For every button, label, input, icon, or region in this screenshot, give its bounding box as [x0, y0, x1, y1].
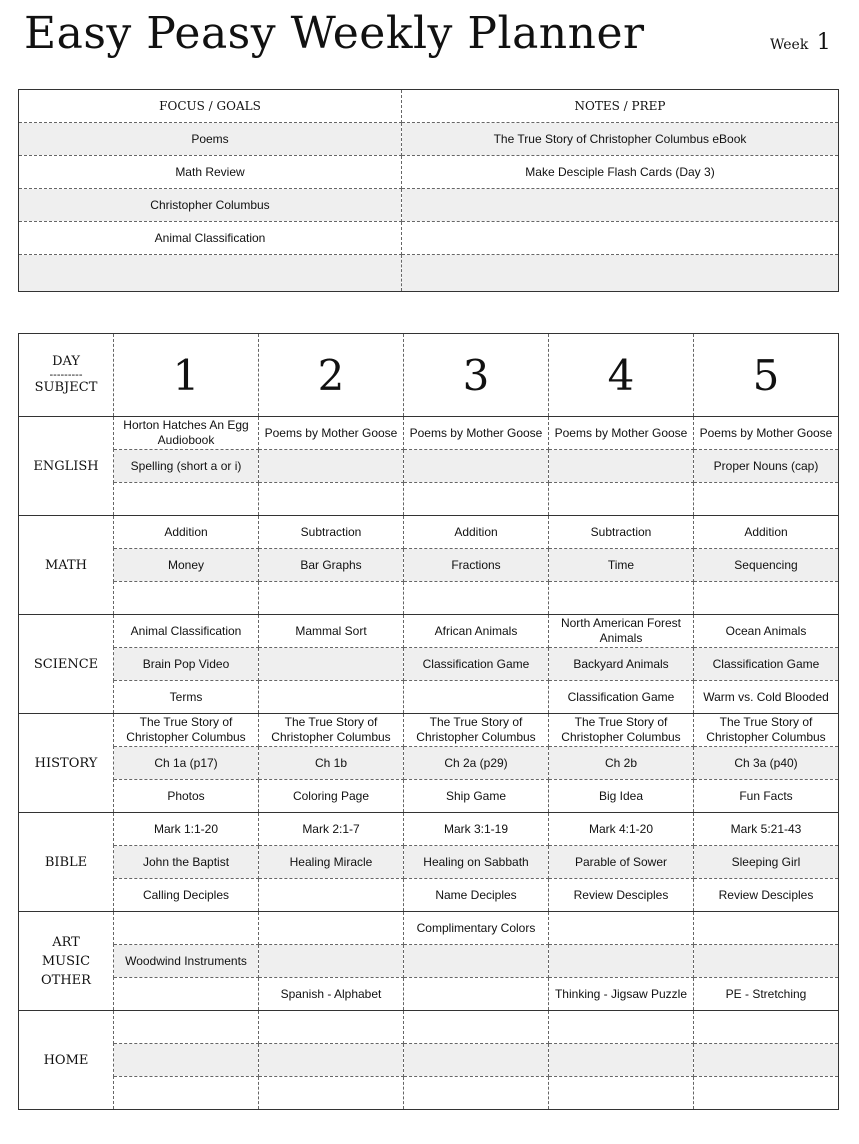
- science-day-1-cell: Brain Pop Video: [114, 648, 259, 681]
- day-2-header: 2: [259, 334, 404, 417]
- science-day-4-cell: Backyard Animals: [549, 648, 694, 681]
- history-row: [19, 714, 839, 747]
- science-day-1-cell: Animal Classification: [114, 615, 259, 648]
- math-day-5-cell: Sequencing: [694, 549, 839, 582]
- notes-prep-cell: The True Story of Christopher Columbus eBook: [402, 123, 839, 156]
- history-day-2-cell: Ch 1b: [259, 747, 404, 780]
- science-day-3-cell: African Animals: [404, 615, 549, 648]
- bible-day-1-cell: Mark 1:1-20: [114, 813, 259, 846]
- science-day-5-cell: Ocean Animals: [694, 615, 839, 648]
- week-indicator: [770, 30, 831, 55]
- home-day-4-cell: [549, 1077, 694, 1110]
- english-row: [19, 450, 839, 483]
- english-day-4-cell: [549, 483, 694, 516]
- divider-dashes: ---------: [49, 369, 83, 381]
- math-day-3-cell: Fractions: [404, 549, 549, 582]
- week-number: 1: [816, 30, 831, 55]
- art-music-other-day-3-cell: [404, 945, 549, 978]
- goals-row: [19, 189, 839, 222]
- art-music-other-day-1-cell: [114, 978, 259, 1011]
- day-1-header: 1: [114, 334, 259, 417]
- art-music-other-day-5-cell: PE - Stretching: [694, 978, 839, 1011]
- english-day-4-cell: [549, 450, 694, 483]
- day-5-header: 5: [694, 334, 839, 417]
- english-day-1-cell: Horton Hatches An Egg Audiobook: [114, 417, 259, 450]
- math-day-4-cell: Subtraction: [549, 516, 694, 549]
- history-day-2-cell: Coloring Page: [259, 780, 404, 813]
- bible-row: [19, 846, 839, 879]
- math-day-2-cell: Subtraction: [259, 516, 404, 549]
- math-day-2-cell: [259, 582, 404, 615]
- bible-day-3-cell: Name Deciples: [404, 879, 549, 912]
- history-row: [19, 780, 839, 813]
- math-row: [19, 582, 839, 615]
- science-day-5-cell: Warm vs. Cold Blooded: [694, 681, 839, 714]
- goals-table: [18, 89, 839, 292]
- day-subject-header: [19, 334, 114, 417]
- art-music-other-day-2-cell: [259, 912, 404, 945]
- history-day-1-cell: Photos: [114, 780, 259, 813]
- subject-art-music-other: [19, 912, 114, 1011]
- subject-math: MATH: [19, 516, 114, 615]
- math-day-3-cell: Addition: [404, 516, 549, 549]
- english-day-2-cell: [259, 483, 404, 516]
- art-music-other-row: [19, 978, 839, 1011]
- science-day-3-cell: Classification Game: [404, 648, 549, 681]
- art-music-other-day-2-cell: Spanish - Alphabet: [259, 978, 404, 1011]
- science-row: [19, 681, 839, 714]
- home-day-2-cell: [259, 1077, 404, 1110]
- home-day-1-cell: [114, 1077, 259, 1110]
- home-row: [19, 1044, 839, 1077]
- home-day-5-cell: [694, 1077, 839, 1110]
- home-day-5-cell: [694, 1044, 839, 1077]
- home-day-3-cell: [404, 1044, 549, 1077]
- bible-day-3-cell: Mark 3:1-19: [404, 813, 549, 846]
- english-day-5-cell: [694, 483, 839, 516]
- history-day-5-cell: The True Story of Christopher Columbus: [694, 714, 839, 747]
- notes-prep-cell: [402, 189, 839, 222]
- page-title: Easy Peasy Weekly Planner: [24, 8, 645, 59]
- english-day-1-cell: Spelling (short a or i): [114, 450, 259, 483]
- history-day-4-cell: Big Idea: [549, 780, 694, 813]
- english-day-5-cell: Proper Nouns (cap): [694, 450, 839, 483]
- focus-goal-cell: [19, 255, 402, 292]
- home-day-1-cell: [114, 1044, 259, 1077]
- art-music-other-day-4-cell: [549, 945, 694, 978]
- bible-day-3-cell: Healing on Sabbath: [404, 846, 549, 879]
- math-row: [19, 549, 839, 582]
- math-day-2-cell: Bar Graphs: [259, 549, 404, 582]
- bible-day-2-cell: [259, 879, 404, 912]
- history-row: [19, 747, 839, 780]
- home-day-4-cell: [549, 1011, 694, 1044]
- art-music-other-day-3-cell: Complimentary Colors: [404, 912, 549, 945]
- bible-day-4-cell: Review Desciples: [549, 879, 694, 912]
- bible-day-5-cell: Mark 5:21-43: [694, 813, 839, 846]
- bible-day-4-cell: Mark 4:1-20: [549, 813, 694, 846]
- art-music-other-day-5-cell: [694, 912, 839, 945]
- math-day-1-cell: Addition: [114, 516, 259, 549]
- home-day-5-cell: [694, 1011, 839, 1044]
- science-day-2-cell: [259, 681, 404, 714]
- english-day-5-cell: Poems by Mother Goose: [694, 417, 839, 450]
- science-day-4-cell: North American Forest Animals: [549, 615, 694, 648]
- math-day-4-cell: [549, 582, 694, 615]
- science-day-2-cell: [259, 648, 404, 681]
- subject-name-line: ART: [52, 934, 80, 950]
- week-label: Week: [770, 37, 809, 53]
- home-day-3-cell: [404, 1077, 549, 1110]
- history-day-4-cell: Ch 2b: [549, 747, 694, 780]
- math-row: [19, 516, 839, 549]
- science-row: [19, 648, 839, 681]
- focus-goals-header: FOCUS / GOALS: [19, 90, 402, 123]
- english-day-4-cell: Poems by Mother Goose: [549, 417, 694, 450]
- history-day-5-cell: Fun Facts: [694, 780, 839, 813]
- home-day-4-cell: [549, 1044, 694, 1077]
- english-day-2-cell: [259, 450, 404, 483]
- math-day-1-cell: [114, 582, 259, 615]
- english-row: [19, 417, 839, 450]
- science-row: [19, 615, 839, 648]
- home-day-1-cell: [114, 1011, 259, 1044]
- home-row: [19, 1077, 839, 1110]
- subject-science: SCIENCE: [19, 615, 114, 714]
- goals-row: [19, 123, 839, 156]
- focus-goal-cell: Christopher Columbus: [19, 189, 402, 222]
- home-row: [19, 1011, 839, 1044]
- art-music-other-row: [19, 945, 839, 978]
- focus-goal-cell: Animal Classification: [19, 222, 402, 255]
- english-day-3-cell: Poems by Mother Goose: [404, 417, 549, 450]
- notes-prep-cell: Make Desciple Flash Cards (Day 3): [402, 156, 839, 189]
- math-day-1-cell: Money: [114, 549, 259, 582]
- english-day-3-cell: [404, 450, 549, 483]
- subject-home: HOME: [19, 1011, 114, 1110]
- history-day-3-cell: Ship Game: [404, 780, 549, 813]
- art-music-other-row: [19, 912, 839, 945]
- bible-day-1-cell: John the Baptist: [114, 846, 259, 879]
- art-music-other-day-3-cell: [404, 978, 549, 1011]
- english-day-1-cell: [114, 483, 259, 516]
- home-day-2-cell: [259, 1011, 404, 1044]
- subject-label: SUBJECT: [34, 380, 98, 395]
- art-music-other-day-1-cell: Woodwind Instruments: [114, 945, 259, 978]
- schedule-table: [18, 333, 839, 1110]
- focus-goal-cell: Poems: [19, 123, 402, 156]
- notes-prep-cell: [402, 255, 839, 292]
- bible-day-2-cell: Healing Miracle: [259, 846, 404, 879]
- bible-day-5-cell: Sleeping Girl: [694, 846, 839, 879]
- history-day-5-cell: Ch 3a (p40): [694, 747, 839, 780]
- subject-english: ENGLISH: [19, 417, 114, 516]
- science-day-5-cell: Classification Game: [694, 648, 839, 681]
- math-day-5-cell: [694, 582, 839, 615]
- bible-day-5-cell: Review Desciples: [694, 879, 839, 912]
- art-music-other-day-5-cell: [694, 945, 839, 978]
- goals-row: [19, 156, 839, 189]
- math-day-3-cell: [404, 582, 549, 615]
- bible-row: [19, 879, 839, 912]
- history-day-3-cell: Ch 2a (p29): [404, 747, 549, 780]
- subject-bible: BIBLE: [19, 813, 114, 912]
- english-day-2-cell: Poems by Mother Goose: [259, 417, 404, 450]
- bible-day-1-cell: Calling Deciples: [114, 879, 259, 912]
- art-music-other-day-4-cell: Thinking - Jigsaw Puzzle: [549, 978, 694, 1011]
- history-day-2-cell: The True Story of Christopher Columbus: [259, 714, 404, 747]
- art-music-other-day-1-cell: [114, 912, 259, 945]
- subject-name-line: MUSIC: [41, 953, 91, 969]
- science-day-2-cell: Mammal Sort: [259, 615, 404, 648]
- english-day-3-cell: [404, 483, 549, 516]
- english-row: [19, 483, 839, 516]
- day-label: DAY: [52, 354, 80, 369]
- bible-day-2-cell: Mark 2:1-7: [259, 813, 404, 846]
- science-day-4-cell: Classification Game: [549, 681, 694, 714]
- home-day-2-cell: [259, 1044, 404, 1077]
- bible-day-4-cell: Parable of Sower: [549, 846, 694, 879]
- art-music-other-day-2-cell: [259, 945, 404, 978]
- focus-goal-cell: Math Review: [19, 156, 402, 189]
- history-day-4-cell: The True Story of Christopher Columbus: [549, 714, 694, 747]
- bible-row: [19, 813, 839, 846]
- history-day-1-cell: Ch 1a (p17): [114, 747, 259, 780]
- notes-prep-header: NOTES / PREP: [402, 90, 839, 123]
- notes-prep-cell: [402, 222, 839, 255]
- math-day-5-cell: Addition: [694, 516, 839, 549]
- goals-row: [19, 255, 839, 292]
- math-day-4-cell: Time: [549, 549, 694, 582]
- history-day-1-cell: The True Story of Christopher Columbus: [114, 714, 259, 747]
- day-4-header: 4: [549, 334, 694, 417]
- day-3-header: 3: [404, 334, 549, 417]
- subject-history: HISTORY: [19, 714, 114, 813]
- subject-name-line: OTHER: [41, 972, 91, 988]
- science-day-1-cell: Terms: [114, 681, 259, 714]
- goals-row: [19, 222, 839, 255]
- science-day-3-cell: [404, 681, 549, 714]
- home-day-3-cell: [404, 1011, 549, 1044]
- history-day-3-cell: The True Story of Christopher Columbus: [404, 714, 549, 747]
- art-music-other-day-4-cell: [549, 912, 694, 945]
